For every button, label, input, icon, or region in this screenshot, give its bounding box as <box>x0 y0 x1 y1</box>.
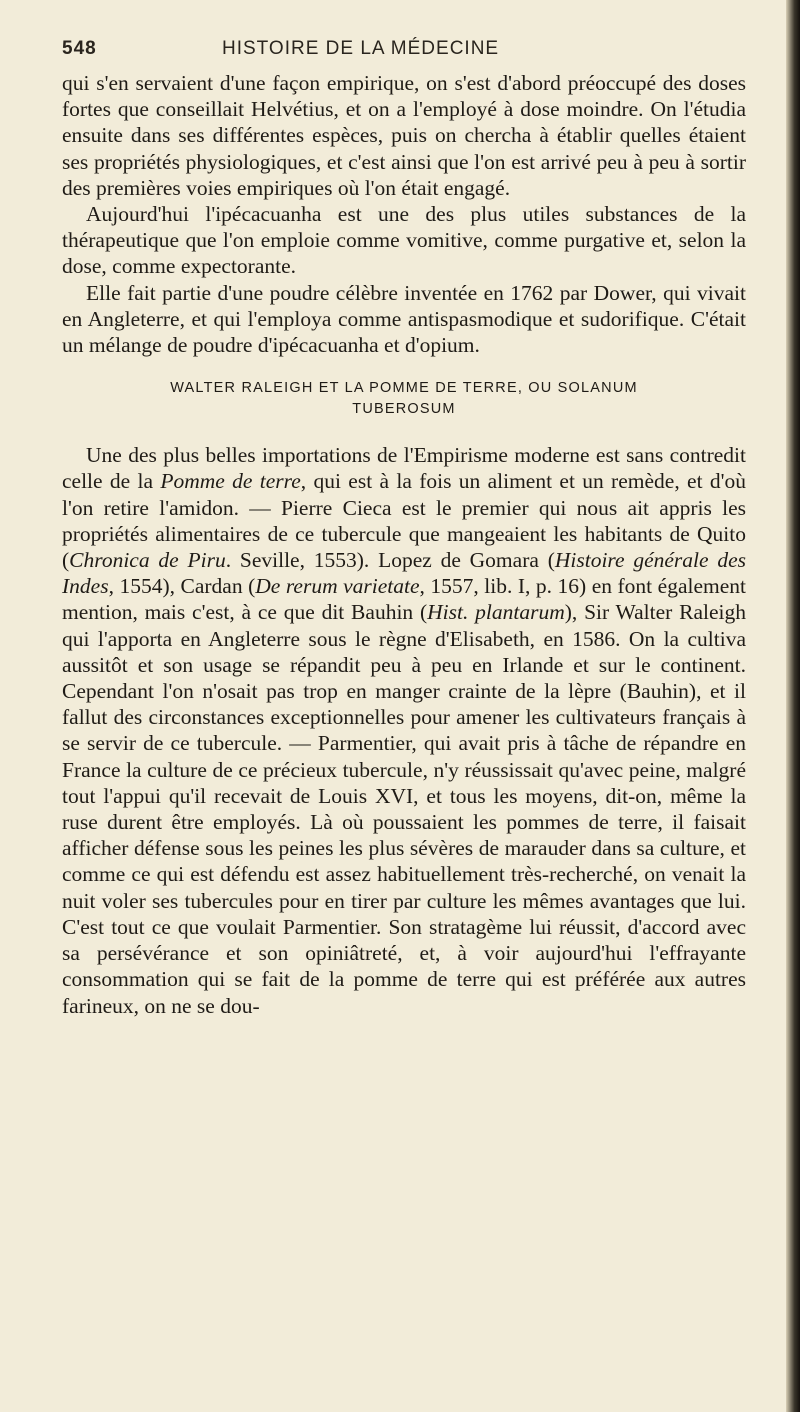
text-run: . Seville, 1553). Lopez de Gomara ( <box>225 548 555 573</box>
body-text <box>62 70 746 1019</box>
section-heading-line1: WALTER RALEIGH ET LA POMME DE TERRE, OU SOLANUM <box>170 380 638 397</box>
text-run: , qui est à la fois un aliment et un remède, et d'où l'on retire l'amidon. — Pierre Cieca est le premier qui nous ait appris les propriétés alimentaires de ce tubercule que mangeaient les habitants de Quito ( <box>62 469 746 573</box>
paragraph-dower-powder: Elle fait partie d'une poudre célèbre inventée en 1762 par Dower, qui vivait en Angleterre, et qui l'employa comme antispasmodique et sudorifique. C'était un mélange de poudre d'ipécacuanha et d'opium. <box>62 280 746 358</box>
section-heading <box>62 378 746 420</box>
text-run: ), Sir Walter Raleigh qui l'apporta en Angleterre sous le règne d'Elisabeth, en 1586. On la cultiva aussitôt et son usage se répandit peu à peu en Irlande et sur le continent. Cependant l'on n'osait pas trop en manger crainte de la lèpre (Bauhin), et il fallut des circonstances exceptionnelles pour amener les cultivateurs français à se servir de ce tubercule. — Parmentier, qui avait pris à tâche de répandre en France la culture de ce précieux tubercule, n'y réussissait qu'avec peine, malgré tout l'appui qu'il recevait de Louis XVI, et tous les moyens, dit-on, même la ruse durent être employés. Là où poussaient les pommes de terre, il faisait afficher défense sous les peines les plus sévères de marauder dans sa culture, et comme ce qui est défendu est assez habituellement très-recherché, on venait la nuit voler ses tubercules pour en tirer par culture les mêmes avantages que lui. C'est tout ce que voulait Parmentier. Son stratagème lui réussit, d'accord avec sa persévérance et son opiniâtreté, et, à voir aujourd'hui l'effrayante consommation qui se fait de la pomme de terre qui est préférée aux autres farineux, on ne se dou- <box>62 600 746 1018</box>
italic-title-chronica: Chronica de Piru <box>69 548 226 573</box>
page-edge-shadow <box>786 0 800 1412</box>
paragraph-ipecacuanha-uses: Aujourd'hui l'ipécacuanha est une des plus utiles substances de la thérapeutique que l'on emploie comme vomitive, comme purgative et, selon la dose, comme expectorante. <box>62 202 746 279</box>
italic-title-pomme-de-terre: Pomme de terre <box>160 469 301 494</box>
section-heading-line2: TUBEROSUM <box>352 401 456 418</box>
text-run: Une des plus belles importations de l'Empirisme moderne est sans contredit celle de la <box>62 443 746 494</box>
italic-title-hist-plantarum: Hist. plantarum <box>427 600 565 625</box>
paragraph-potato-history <box>62 442 746 1018</box>
text-run: , 1554), Cardan ( <box>108 574 256 599</box>
italic-title-de-rerum: De rerum varietate <box>255 574 420 599</box>
italic-title-histoire-generale: Histoire générale des Indes <box>62 548 746 599</box>
running-title: HISTOIRE DE LA MÉDECINE <box>222 38 500 59</box>
text-run: , 1557, lib. I, p. 16) en font également mention, mais c'est, à ce que dit Bauhin ( <box>62 574 746 625</box>
page-number: 548 <box>62 38 97 59</box>
paragraph-ipecacuanha-study: qui s'en servaient d'une façon empirique, on s'est d'abord préoccupé des doses fortes que conseillait Helvétius, et on a l'employé à dose moindre. On l'étudia ensuite dans ses différentes espèces, puis on chercha à établir quelles étaient ses propriétés physiologiques, et c'est ainsi que l'on est arrivé peu à peu à sortir des premières voies empiriques où l'on était engagé. <box>62 71 746 200</box>
